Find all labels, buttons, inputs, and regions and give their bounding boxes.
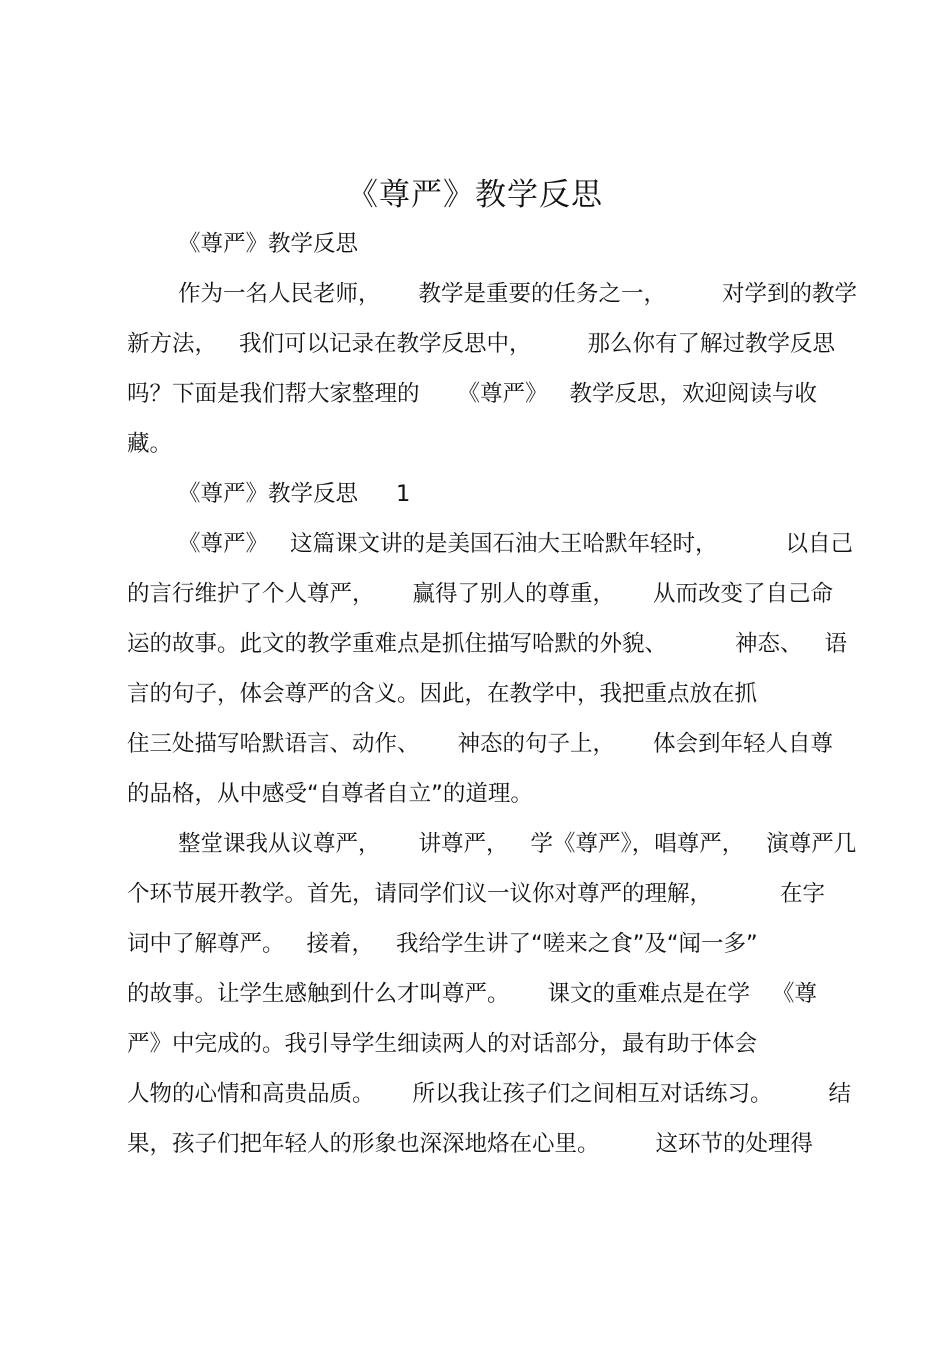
text-segment: 藏。 (127, 431, 173, 457)
text-segment: 学《尊严》，唱尊严， (530, 831, 745, 857)
text-segment: 赢得了别人的尊重， (412, 581, 616, 607)
text-segment: 《尊严》 (457, 381, 548, 407)
para2-line-1 (178, 819, 857, 869)
text-segment: 整堂课我从议尊严， (178, 831, 381, 857)
para1-line-3 (127, 619, 847, 669)
text-segment: 从而改变了自己命 (653, 581, 834, 607)
text-segment: 这篇课文讲的是美国石油大王哈默年轻时， (290, 531, 718, 557)
text-segment: 演尊严几 (766, 831, 857, 857)
para2-line-3 (127, 919, 847, 969)
para2-line-5 (127, 1019, 847, 1069)
section-heading-1 (178, 469, 838, 519)
text-segment: 课文的重难点是在学 (547, 981, 751, 1007)
text-segment: 作为一名人民老师， (178, 281, 381, 307)
para1-line-5 (127, 719, 847, 769)
text-segment: 词中了解尊严。 (127, 931, 285, 957)
section-number: 1 (396, 481, 411, 507)
text-segment: 我给学生讲了“嗟来之食”及“闻一多” (396, 931, 758, 957)
text-segment: 住三处描写哈默语言、动作、 (127, 731, 420, 757)
text-segment: 吗？下面是我们帮大家整理的 (127, 381, 420, 407)
document-title: 《尊严》教学反思 (347, 177, 603, 213)
para2-line-6 (127, 1069, 852, 1119)
text-segment: 这环节的处理得 (655, 1131, 814, 1157)
text-segment: 以自己 (785, 531, 854, 557)
para2-line-4 (127, 969, 847, 1019)
text-segment: 教学是重要的任务之一， (418, 281, 667, 307)
text-segment: 的品格，从中感受“自尊者自立”的道理。 (127, 781, 533, 807)
document-subtitle (178, 219, 838, 269)
intro-line-1 (178, 269, 858, 319)
text-segment: 体会到年轻人自尊 (653, 731, 834, 757)
text-segment: 的故事。让学生感触到什么才叫尊严。 (127, 981, 510, 1007)
intro-line-3 (127, 369, 847, 419)
intro-line-4 (127, 419, 847, 469)
text-segment: 运的故事。此文的教学重难点是抓住描写哈默的外貌、 (127, 631, 668, 657)
text-segment: 的言行维护了个人尊严， (127, 581, 375, 607)
text-segment: 结 (828, 1081, 852, 1107)
text-segment: 《尊 (772, 981, 818, 1007)
text-segment: 严》中完成的。我引导学生细读两人的对话部分，最有助于体会 (127, 1031, 758, 1057)
text-segment: 在字 (780, 881, 826, 907)
para1-line-2 (127, 569, 847, 619)
section-heading-text: 《尊严》教学反思 (178, 481, 359, 507)
para1-line-4 (127, 669, 847, 719)
para1-line-6 (127, 769, 847, 819)
text-segment: 言的句子，体会尊严的含义。因此，在教学中，我把重点放在抓 (127, 681, 758, 707)
text-segment: 接着， (306, 931, 375, 957)
subtitle-text: 《尊严》教学反思 (178, 231, 359, 257)
para1-line-1 (178, 519, 854, 569)
text-segment: 《尊严》 (178, 531, 269, 557)
text-segment: 新方法， (127, 331, 218, 357)
intro-line-2 (127, 319, 847, 369)
text-segment: 我们可以记录在教学反思中， (239, 331, 532, 357)
text-segment: 讲尊严， (418, 831, 509, 857)
text-segment: 神态、 (735, 631, 803, 657)
text-segment: 果，孩子们把年轻人的形象也深深地烙在心里。 (127, 1131, 600, 1157)
text-segment: 对学到的教学 (722, 281, 858, 307)
text-segment: 那么你有了解过教学反思 (587, 331, 836, 357)
text-segment: 人物的心情和高贵品质。 (127, 1081, 375, 1107)
para2-line-2 (127, 869, 847, 919)
text-segment: 个环节展开教学。首先，请同学们议一议你对尊严的理解， (127, 881, 713, 907)
text-segment: 语 (824, 631, 848, 657)
para2-line-7 (127, 1119, 847, 1169)
text-segment: 教学反思，欢迎阅读与收 (569, 381, 818, 407)
text-segment: 所以我让孩子们之间相互对话练习。 (412, 1081, 773, 1107)
text-segment: 神态的句子上， (457, 731, 616, 757)
